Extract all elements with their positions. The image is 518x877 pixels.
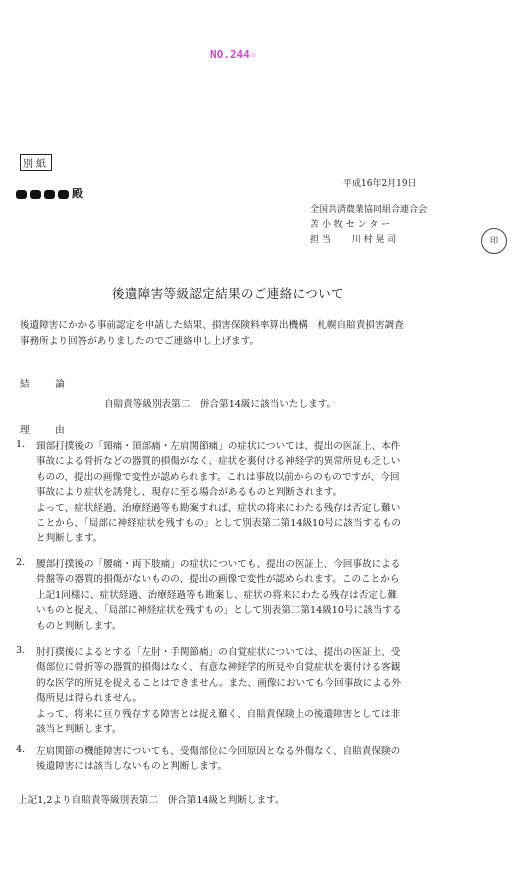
conclusion-heading: 結 論: [20, 379, 73, 390]
reasons-heading: 理 由: [20, 425, 73, 436]
attachment-label: 別紙: [20, 154, 52, 171]
document-title: 後遺障害等級認定結果のご連絡について: [112, 286, 344, 301]
reason-text: 頸部打撲後の「頸痛・頂部痛・左肩関節痛」の症状については、提出の医証上、本件 事故による骨折などの器質的損傷がなく、症状を裏付ける神経学的異常所見も乏しい ものの、提出の画像で変性が認められます。これは事故以前からのものですが、今回 事故により症状を誘発し、現存に至る場合があるものと判断されます。 よって、症状経過、治療経過等も勘案すれば、症状の将来にわたる残存は否定し難い ことから、「局部に神経症状を残すもの」として別表第二第14級10号に該当するもの と判断します。: [36, 441, 401, 545]
reason-number: 3.: [16, 645, 26, 656]
intro-paragraph: 後遺障害にかかる事前認定を申請した結果、損害保険料率算出機構 札幌自賠責損害調査 事務所より回答がありましたのでご連絡申し上げます。: [20, 320, 404, 347]
reason-number: 2.: [16, 557, 26, 568]
reason-text: 左肩関節の機能障害についても、受傷部位に今回原因となる外傷なく、自賠責保険の 後遺障害には該当しないものと判断します。: [36, 746, 401, 773]
sender-office: 苫 小 牧 セ ン タ ー: [310, 220, 391, 230]
redaction-mark: [16, 190, 27, 199]
reason-number: 1.: [16, 439, 26, 450]
document-date: 平成16年2月19日: [343, 179, 417, 189]
redaction-mark: [44, 190, 55, 199]
personal-seal: 印: [481, 228, 507, 254]
recipient-line: [16, 185, 83, 201]
sender-organization: 全国共済農業協同組合連合会: [310, 205, 428, 215]
conclusion-text: 自賠責等級別表第二 併合第14級に該当いたします。: [104, 399, 337, 410]
reason-text: 肘打撲後によるとする「左肘・手関節痛」の自覚症状については、提出の医証上、受 傷部位に骨折等の器質的損傷はなく、有意な神経学的所見や自覚症状を裏付ける客観 的な医学的所見を捉えることはできません。また、画像においても今回事故による外 傷所見は得られません。 よって、将来に亘り残存する障害とは捉え難く、自賠責保険上の後遺障害としては非 該当と判断します。: [36, 647, 402, 736]
recipient-suffix: 殿: [72, 187, 83, 200]
reason-text: 腰部打撲後の「腰痛・両下肢痛」の症状についても、提出の医証上、今回事故による 骨盤等の器質的損傷がないものの、提出の画像で変性が認められます。このことから 上記1同様に、症状経過、治療経過等も勘案し、症状の将来にわたる残存は否定し難 いものと捉え、「局部に神経症状を残すもの」として別表第二第14級10号に該当する ものと判断します。: [36, 559, 402, 632]
redaction-mark: [30, 190, 41, 199]
sender-block: [310, 203, 427, 248]
reason-number: 4.: [16, 744, 26, 755]
final-determination: 上記1,2より自賠責等級別表第二 併合第14級と判断します。: [18, 795, 285, 806]
document-number-stamp: NO.244☆: [210, 48, 257, 61]
sender-contact: 担 当 川 村 晃 司: [310, 235, 397, 245]
redaction-mark: [58, 190, 69, 199]
